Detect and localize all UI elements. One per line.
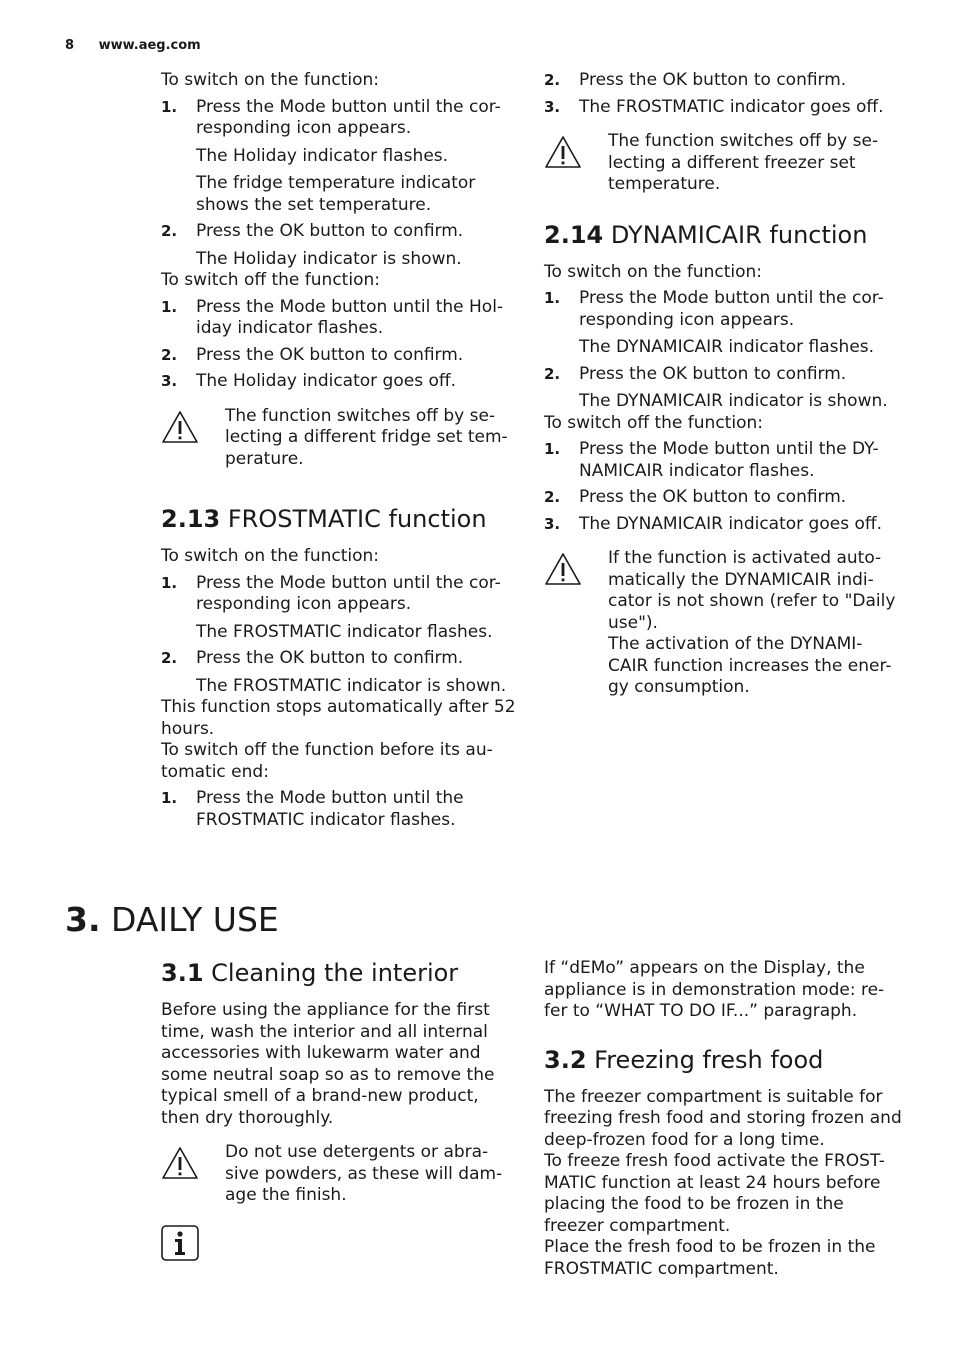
section-heading-freezing: 3.2 Freezing fresh food [544, 1045, 824, 1074]
warning-note: The function switches off by se- lecting a different fridge set tem- perature. [161, 406, 521, 471]
list-item: 3. The DYNAMICAIR indicator goes off. [544, 513, 882, 534]
warning-note: If the function is activated auto- matically the DYNAMICAIR indi- cator is not shown (refer to "Daily use"). The activation of the DYNAMI- CAIR function increases the ener- gy consumption. [544, 548, 904, 699]
list-item: 2. Press the OK button to confirm. [544, 363, 847, 384]
step-result: The Holiday indicator flashes. [196, 145, 449, 166]
left-column-upper [161, 70, 521, 831]
list-item: 3. The Holiday indicator goes off. [161, 371, 456, 391]
step-result: The fridge temperature indicator shows the set temperature. [196, 173, 476, 215]
demo-note: If “dEMo” appears on the Display, the appliance is in demonstration mode: re- fer to “WHAT TO DO IF...” paragraph. [544, 958, 885, 1021]
list-item: 1. Press the Mode button until the Hol- iday indicator flashes. [161, 296, 504, 338]
frostmatic-on-intro: To switch on the function: [161, 546, 380, 566]
warning-note: The function switches off by se- lecting a different freezer set temperature. [544, 131, 904, 196]
list-item: 1. Press the Mode button until the cor- responding icon appears. [161, 572, 501, 614]
warning-triangle-icon [161, 1146, 199, 1180]
left-column-lower [161, 958, 521, 1267]
holiday-off-intro: To switch off the function: [161, 270, 380, 290]
list-item: 1. Press the Mode button until the cor- responding icon appears. [544, 288, 884, 330]
info-icon [161, 1225, 199, 1261]
list-item: 3. The FROSTMATIC indicator goes off. [544, 96, 884, 117]
frostmatic-auto-stop: This function stops automatically after 52 hours. [161, 697, 516, 739]
freezing-para-2: To freeze fresh food activate the FROST- MATIC function at least 24 hours before placing the food to be frozen in the freezer compartment. [544, 1151, 885, 1236]
right-column-upper [544, 70, 904, 699]
warning-triangle-icon [544, 552, 582, 586]
website-url: www.aeg.com [98, 38, 201, 53]
holiday-on-intro: To switch on the function: [161, 70, 380, 90]
cleaning-body: Before using the appliance for the first time, wash the interior and all internal accessories with lukewarm water and some neutral soap so as to remove the typical smell of a brand-new product, then dry thoroughly. [161, 1000, 495, 1128]
list-item: 2. Press the OK button to confirm. [161, 648, 464, 668]
section-heading-cleaning: 3.1 Cleaning the interior [161, 959, 459, 987]
dynamicair-off-intro: To switch off the function: [544, 412, 763, 433]
list-item: 1. Press the Mode button until the cor- responding icon appears. [161, 96, 501, 138]
section-heading-frostmatic: 2.13 FROSTMATIC function [161, 505, 487, 533]
warning-note: Do not use detergents or abra- sive powders, as these will dam- age the finish. [161, 1142, 521, 1207]
step-result: The FROSTMATIC indicator flashes. [196, 621, 493, 642]
warning-triangle-icon [161, 410, 199, 444]
list-item: 2. Press the OK button to confirm. [544, 487, 847, 507]
list-item: 2. Press the OK button to confirm. [161, 221, 464, 241]
step-result: The FROSTMATIC indicator is shown. [196, 675, 507, 696]
section-heading-dynamicair: 2.14 DYNAMICAIR function [544, 220, 868, 249]
warning-triangle-icon [544, 135, 582, 169]
right-column-lower [544, 958, 904, 1280]
page-header [65, 38, 201, 53]
list-item: 2. Press the OK button to confirm. [544, 70, 847, 90]
freezing-para-3: Place the fresh food to be frozen in the FROSTMATIC compartment. [544, 1237, 876, 1279]
page-number: 8 [65, 38, 75, 53]
list-item: 1. Press the Mode button until the DY- NAMICAIR indicator flashes. [544, 439, 879, 481]
step-result: The DYNAMICAIR indicator flashes. [579, 337, 875, 357]
list-item: 1. Press the Mode button until the FROSTMATIC indicator flashes. [161, 788, 464, 830]
list-item: 2. Press the OK button to confirm. [161, 344, 464, 365]
frostmatic-off-intro: To switch off the function before its au- tomatic end: [161, 740, 493, 782]
step-result: The Holiday indicator is shown. [196, 248, 462, 269]
step-result: The DYNAMICAIR indicator is shown. [579, 391, 888, 411]
chapter-heading-daily-use: 3. DAILY USE [65, 900, 279, 939]
freezing-para-1: The freezer compartment is suitable for freezing fresh food and storing frozen and deep-frozen food for a long time. [544, 1086, 902, 1150]
dynamicair-on-intro: To switch on the function: [544, 261, 763, 282]
